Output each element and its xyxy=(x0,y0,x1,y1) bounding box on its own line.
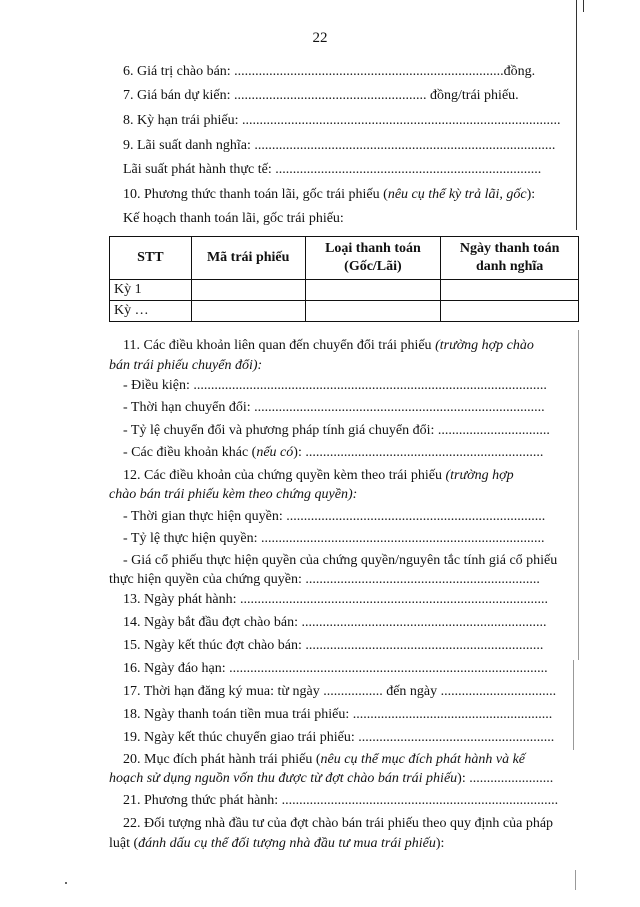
item-21-issue-method: 21. Phương thức phát hành: ............................................................................... xyxy=(123,793,559,808)
conversion-period: - Thời hạn chuyển đổi: ................................................................................... xyxy=(123,400,545,415)
table-row xyxy=(110,280,579,301)
table-cell xyxy=(441,280,579,301)
item-8-bond-term: 8. Kỳ hạn trái phiếu: ........................................................................................... xyxy=(123,113,561,128)
table-cell xyxy=(305,301,441,322)
item-20-purpose-cont: hoạch sử dụng nguồn vốn thu được từ đợt chào bán trái phiếu): ........................ xyxy=(109,771,554,786)
table-cell: Kỳ … xyxy=(110,301,192,322)
exercise-price: - Giá cổ phiếu thực hiện quyền của chứng quyền/nguyên tắc tính giá cổ phiếu xyxy=(123,553,558,568)
item-11-intro-cont: bán trái phiếu chuyển đổi): xyxy=(109,358,263,373)
item-7-expected-price: 7. Giá bán dự kiến: ....................................................... đồng/trái phiếu. xyxy=(123,88,519,103)
payment-schedule-table xyxy=(109,236,579,322)
table-cell xyxy=(191,301,305,322)
exercise-ratio: - Tỷ lệ thực hiện quyền: ................................................................................. xyxy=(123,531,545,546)
item-16-maturity: 16. Ngày đáo hạn: ........................................................................................... xyxy=(123,661,548,676)
item-22-investors-cont: luật (đánh dấu cụ thể đối tượng nhà đầu tư mua trái phiếu): xyxy=(109,836,445,851)
scan-margin-line xyxy=(573,660,574,750)
item-13-issue-date: 13. Ngày phát hành: ........................................................................................ xyxy=(123,592,549,607)
table-row xyxy=(110,301,579,322)
scan-margin-line xyxy=(578,330,579,660)
table-header-row xyxy=(110,237,579,280)
item-9-nominal-rate: 9. Lãi suất danh nghĩa: ...................................................................................... xyxy=(123,138,556,153)
item-10-payment-method: 10. Phương thức thanh toán lãi, gốc trái phiếu (nêu cụ thể kỳ trả lãi, gốc): xyxy=(123,187,536,202)
scan-margin-line xyxy=(576,0,577,230)
page-number: 22 xyxy=(312,30,328,46)
table-cell xyxy=(305,280,441,301)
item-14-offer-start: 14. Ngày bắt đầu đợt chào bán: ...................................................................... xyxy=(123,615,547,630)
table-cell xyxy=(191,280,305,301)
item-12-intro: 12. Các điều khoản của chứng quyền kèm theo trái phiếu (trường hợp xyxy=(123,468,514,483)
item-19-transfer-end: 19. Ngày kết thúc chuyển giao trái phiếu: ........................................................ xyxy=(123,730,555,745)
table-cell: Kỳ 1 xyxy=(110,280,192,301)
scan-margin-line xyxy=(583,0,584,12)
conversion-other-terms: - Các điều khoản khác (nếu có): .................................................................... xyxy=(123,445,544,460)
item-20-purpose: 20. Mục đích phát hành trái phiếu (nêu cụ thể mục đích phát hành và kế xyxy=(123,752,526,767)
item-6-offer-value: 6. Giá trị chào bán: .............................................................................đồng. xyxy=(123,64,536,79)
actual-issue-rate: Lãi suất phát hành thực tế: ............................................................................ xyxy=(123,162,542,177)
item-12-intro-cont: chào bán trái phiếu kèm theo chứng quyền): xyxy=(109,487,358,502)
header-nominal-date: Ngày thanh toán danh nghĩa xyxy=(441,237,579,280)
header-payment-type: Loại thanh toán (Gốc/Lãi) xyxy=(305,237,441,280)
header-stt: STT xyxy=(110,237,192,280)
scan-speck xyxy=(65,882,67,884)
scan-speck xyxy=(575,870,576,890)
conversion-conditions: - Điều kiện: ..................................................................................................... xyxy=(123,378,547,393)
conversion-ratio: - Tỷ lệ chuyển đổi và phương pháp tính giá chuyển đổi: ................................ xyxy=(123,423,550,438)
item-11-intro: 11. Các điều khoản liên quan đến chuyển đổi trái phiếu (trường hợp chào xyxy=(123,338,534,353)
item-15-offer-end: 15. Ngày kết thúc đợt chào bán: .................................................................... xyxy=(123,638,544,653)
item-17-subscription-period: 17. Thời hạn đăng ký mua: từ ngày ................. đến ngày ................................. xyxy=(123,684,557,699)
table-cell xyxy=(441,301,579,322)
exercise-price-cont: thực hiện quyền của chứng quyền: ................................................................... xyxy=(109,572,540,587)
header-bond-code: Mã trái phiếu xyxy=(191,237,305,280)
exercise-time: - Thời gian thực hiện quyền: .......................................................................... xyxy=(123,509,546,524)
item-18-payment-date: 18. Ngày thanh toán tiền mua trái phiếu: ......................................................... xyxy=(123,707,553,722)
item-22-investors: 22. Đối tượng nhà đầu tư của đợt chào bán trái phiếu theo quy định của pháp xyxy=(123,816,554,831)
payment-plan-heading: Kế hoạch thanh toán lãi, gốc trái phiếu: xyxy=(123,211,344,226)
